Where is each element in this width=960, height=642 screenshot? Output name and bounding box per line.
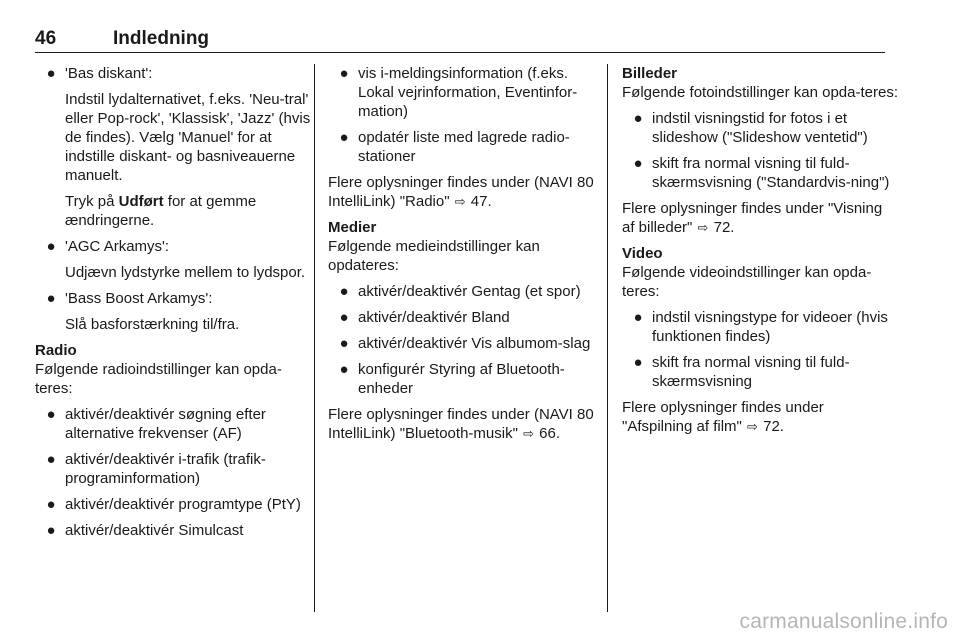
list-item-text: konfigurér Styring af Bluetooth-enheder bbox=[358, 361, 565, 397]
page-ref-icon: ⇨ bbox=[523, 426, 534, 441]
page-header bbox=[35, 28, 885, 53]
paragraph: Indstil lydalternativet, f.eks. 'Neu-tral' eller Pop-rock', 'Klassisk', 'Jazz' (hvis de findes). Vælg 'Manuel' for at indstille diskant- og basniveauerne manuelt. bbox=[65, 91, 311, 184]
list-item bbox=[35, 405, 311, 443]
section-heading: Video bbox=[622, 245, 663, 262]
list-item bbox=[622, 353, 898, 391]
column-2 bbox=[328, 64, 604, 450]
paragraph: Slå basforstærkning til/fra. bbox=[65, 316, 240, 333]
list-item bbox=[35, 450, 311, 488]
chapter-title: Indledning bbox=[113, 28, 210, 49]
bullet-icon: ● bbox=[46, 496, 56, 513]
section-intro: Følgende radioindstillinger kan opda-teres: bbox=[35, 361, 282, 397]
bullet-icon: ● bbox=[339, 283, 349, 300]
list-item bbox=[35, 289, 311, 308]
page-ref: 72. bbox=[713, 219, 735, 236]
section-heading: Medier bbox=[328, 219, 377, 236]
bullet-icon: ● bbox=[633, 354, 643, 371]
list-item bbox=[35, 237, 311, 256]
text-span: for at gemme ændringerne. bbox=[65, 193, 257, 229]
bullet-icon: ● bbox=[46, 451, 56, 468]
bullet-icon: ● bbox=[633, 110, 643, 127]
page-number: 46 bbox=[35, 28, 57, 49]
page-ref: 66. bbox=[539, 425, 561, 442]
page-ref-icon: ⇨ bbox=[454, 194, 466, 209]
keyword: Udført bbox=[118, 193, 164, 210]
column-divider bbox=[314, 64, 315, 612]
list-item-text: skift fra normal visning til fuld-skærmsvisning ("Standardvis-ning") bbox=[652, 155, 890, 191]
list-item-text: opdatér liste med lagrede radio-stationer bbox=[358, 129, 570, 165]
list-item bbox=[35, 64, 311, 83]
section-intro: Følgende videoindstillinger kan opda-teres: bbox=[622, 264, 872, 300]
page-ref-icon: ⇨ bbox=[747, 419, 758, 434]
cross-reference bbox=[622, 199, 898, 237]
list-item-text: aktivér/deaktivér Vis albumom-slag bbox=[358, 335, 591, 352]
list-item-text: aktivér/deaktivér Simulcast bbox=[65, 522, 244, 539]
bullet-icon: ● bbox=[46, 290, 56, 307]
list-item-text: aktivér/deaktivér Gentag (et spor) bbox=[358, 283, 581, 300]
list-item bbox=[622, 109, 898, 147]
list-item bbox=[328, 64, 604, 121]
paragraph bbox=[35, 192, 311, 230]
section-heading: Radio bbox=[35, 342, 77, 359]
cross-reference bbox=[622, 398, 898, 436]
cross-reference bbox=[328, 173, 604, 211]
section-intro: Følgende medieindstillinger kan opdateres: bbox=[328, 238, 540, 274]
cross-reference bbox=[328, 405, 604, 443]
list-item-text: 'Bass Boost Arkamys': bbox=[65, 290, 213, 307]
list-item bbox=[328, 128, 604, 166]
list-item bbox=[328, 334, 604, 353]
page-ref: 72. bbox=[763, 418, 784, 435]
list-item bbox=[328, 282, 604, 301]
text-span: Tryk på bbox=[65, 193, 119, 210]
bullet-icon: ● bbox=[46, 406, 56, 423]
list-item bbox=[328, 360, 604, 398]
watermark: carmanualsonline.info bbox=[739, 610, 948, 633]
list-item bbox=[35, 521, 311, 540]
page-ref-icon: ⇨ bbox=[697, 220, 709, 235]
list-item-text: 'AGC Arkamys': bbox=[65, 238, 170, 255]
list-item-text: skift fra normal visning til fuld-skærmsvisning bbox=[652, 354, 850, 390]
bullet-icon: ● bbox=[46, 522, 56, 539]
list-item-text: aktivér/deaktivér søgning efter alternative frekvenser (AF) bbox=[65, 406, 266, 442]
list-item-text: 'Bas diskant': bbox=[65, 65, 153, 82]
list-item bbox=[622, 308, 898, 346]
bullet-icon: ● bbox=[339, 335, 349, 352]
bullet-icon: ● bbox=[46, 65, 56, 82]
bullet-icon: ● bbox=[633, 155, 643, 172]
list-item-text: indstil visningstype for videoer (hvis funktionen findes) bbox=[652, 309, 888, 345]
list-item-text: aktivér/deaktivér programtype (PtY) bbox=[65, 496, 301, 513]
list-item bbox=[328, 308, 604, 327]
page-ref: 47. bbox=[470, 193, 492, 210]
list-item-text: aktivér/deaktivér Bland bbox=[358, 309, 510, 326]
column-divider bbox=[607, 64, 608, 612]
list-item bbox=[35, 495, 311, 514]
list-item bbox=[622, 154, 898, 192]
text-span: Flere oplysninger findes under (NAVI 80 IntelliLink) "Radio" bbox=[328, 174, 594, 210]
bullet-icon: ● bbox=[339, 361, 349, 378]
bullet-icon: ● bbox=[339, 309, 349, 326]
list-item-text: indstil visningstid for fotos i et slideshow ("Slideshow ventetid") bbox=[652, 110, 868, 146]
list-item-text: vis i-meldingsinformation (f.eks. Lokal vejrinformation, Eventinfor-mation) bbox=[358, 65, 578, 120]
section-intro: Følgende fotoindstillinger kan opda-teres: bbox=[622, 84, 898, 101]
column-3 bbox=[622, 64, 898, 443]
paragraph: Udjævn lydstyrke mellem to lydspor. bbox=[65, 264, 306, 281]
column-1 bbox=[35, 64, 311, 547]
bullet-icon: ● bbox=[339, 129, 349, 146]
text-span: Flere oplysninger findes under "Afspilning af film" bbox=[622, 399, 824, 435]
list-item-text: aktivér/deaktivér i-trafik (trafik-programinformation) bbox=[65, 451, 266, 487]
text-span: Flere oplysninger findes under (NAVI 80 IntelliLink) "Bluetooth-musik" bbox=[328, 406, 594, 442]
text-span: Flere oplysninger findes under "Visning af billeder" bbox=[622, 200, 883, 236]
bullet-icon: ● bbox=[46, 238, 56, 255]
bullet-icon: ● bbox=[339, 65, 349, 82]
bullet-icon: ● bbox=[633, 309, 643, 326]
section-heading: Billeder bbox=[622, 65, 678, 82]
